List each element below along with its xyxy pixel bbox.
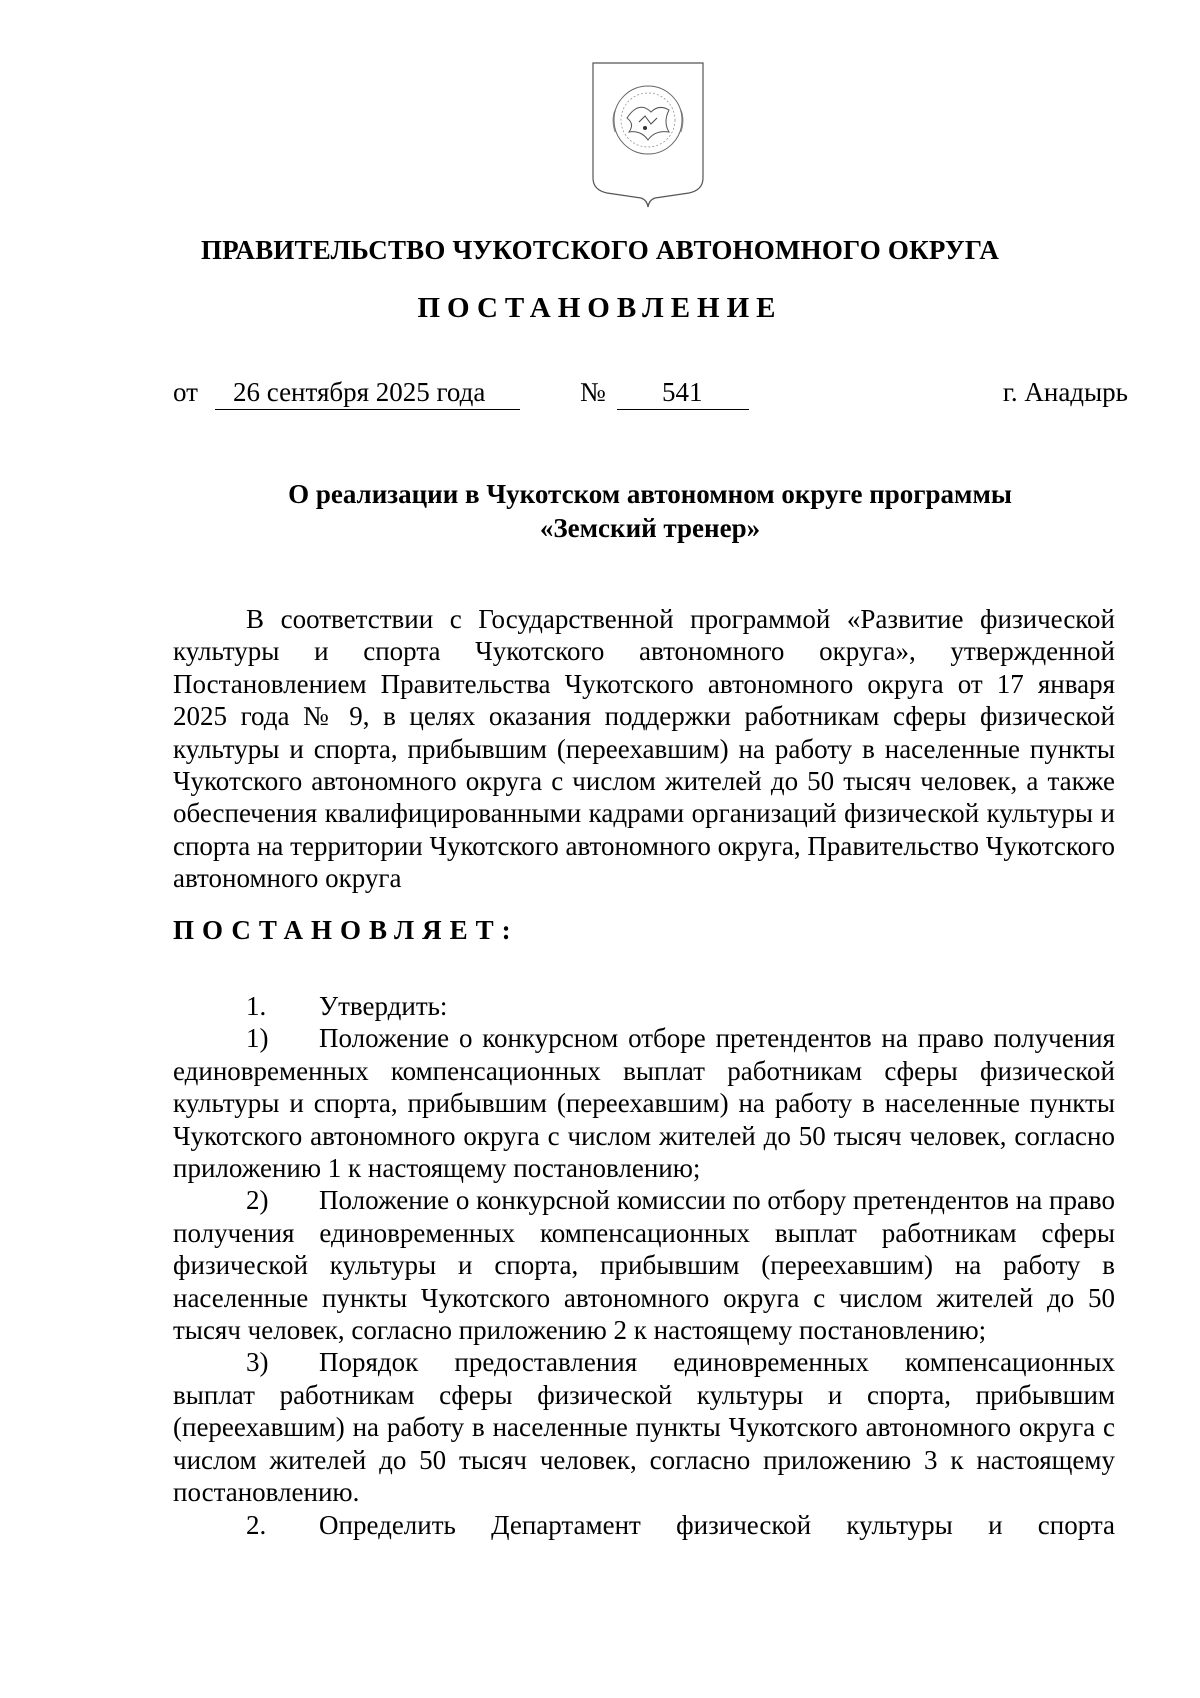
date-prefix: от [173, 377, 198, 407]
document-number: 541 [662, 377, 703, 407]
coat-of-arms-emblem [589, 60, 707, 210]
item-text: Порядок предоставления единовременных компенсационных выплат работникам сферы физической культуры и спорта, прибывшим (переехавшим) на работу в населенные пункты Чукотского автономного округа с числом жителей до 50 тысяч человек, согласно приложению 3 к настоящему постановлению. [173, 1347, 1115, 1508]
document-title [200, 477, 1100, 545]
item-text: Утвердить: [319, 991, 448, 1021]
number-underline [617, 409, 749, 410]
list-item [173, 1184, 1115, 1346]
number-label: № [580, 377, 606, 407]
document-type: ПОСТАНОВЛЕНИЕ [417, 292, 783, 324]
item-number: 1) [246, 1023, 269, 1054]
date-underline [215, 409, 520, 410]
decides-heading: ПОСТАНОВЛЯЕТ: [173, 915, 519, 945]
item-text: Положение о конкурсной комиссии по отбору претендентов на право получения единовременных компенсационных выплат работникам сферы физической культуры и спорта, прибывшим (переехавшим) на работу в населенные пункты Чукотского автономного округа с числом жителей до 50 тысяч человек, согласно приложению 2 к настоящему постановлению; [173, 1185, 1115, 1346]
preamble-paragraph: В соответствии с Государственной программой «Развитие физической культуры и спорта Чукотского автономного округа», утвержденной Постановлением Правительства Чукотского автономного округа от 17 января 2025 года № 9, в целях оказания поддержки работникам сферы физической культуры и спорта, прибывшим (переехавшим) на работу в населенные пункты Чукотского автономного округа с числом жителей до 50 тысяч человек, а также обеспечения квалифицированными кадрами организаций физической культуры и спорта на территории Чукотского автономного округа, Правительство Чукотского автономного округа [173, 604, 1115, 894]
item-number: 1. [246, 991, 267, 1021]
document-date: 26 сентября 2025 года [233, 377, 486, 407]
list-item [173, 1022, 1115, 1184]
decree-items [173, 990, 1115, 1541]
government-name: ПРАВИТЕЛЬСТВО ЧУКОТСКОГО АВТОНОМНОГО ОКРУГА [200, 235, 1000, 265]
item-number: 3) [246, 1347, 269, 1378]
list-item [173, 1346, 1115, 1508]
item-number: 2. [246, 1509, 267, 1540]
item-number: 2) [246, 1185, 269, 1216]
list-item [173, 1509, 1115, 1541]
preamble-section [173, 603, 1115, 895]
title-line-2: «Земский тренер» [539, 513, 761, 543]
list-item [173, 990, 1115, 1022]
item-text: Определить Департамент физической культуры и спорта [319, 1509, 1115, 1540]
city: г. Анадырь [1002, 377, 1128, 407]
title-line-1: О реализации в Чукотском автономном округе программы [288, 479, 1012, 509]
item-text: Положение о конкурсном отборе претендентов на право получения единовременных компенсационных выплат работникам сферы физической культуры и спорта, прибывшим (переехавшим) на работу в населенные пункты Чукотского автономного округа с числом жителей до 50 тысяч человек, согласно приложению 1 к настоящему постановлению; [173, 1023, 1115, 1184]
